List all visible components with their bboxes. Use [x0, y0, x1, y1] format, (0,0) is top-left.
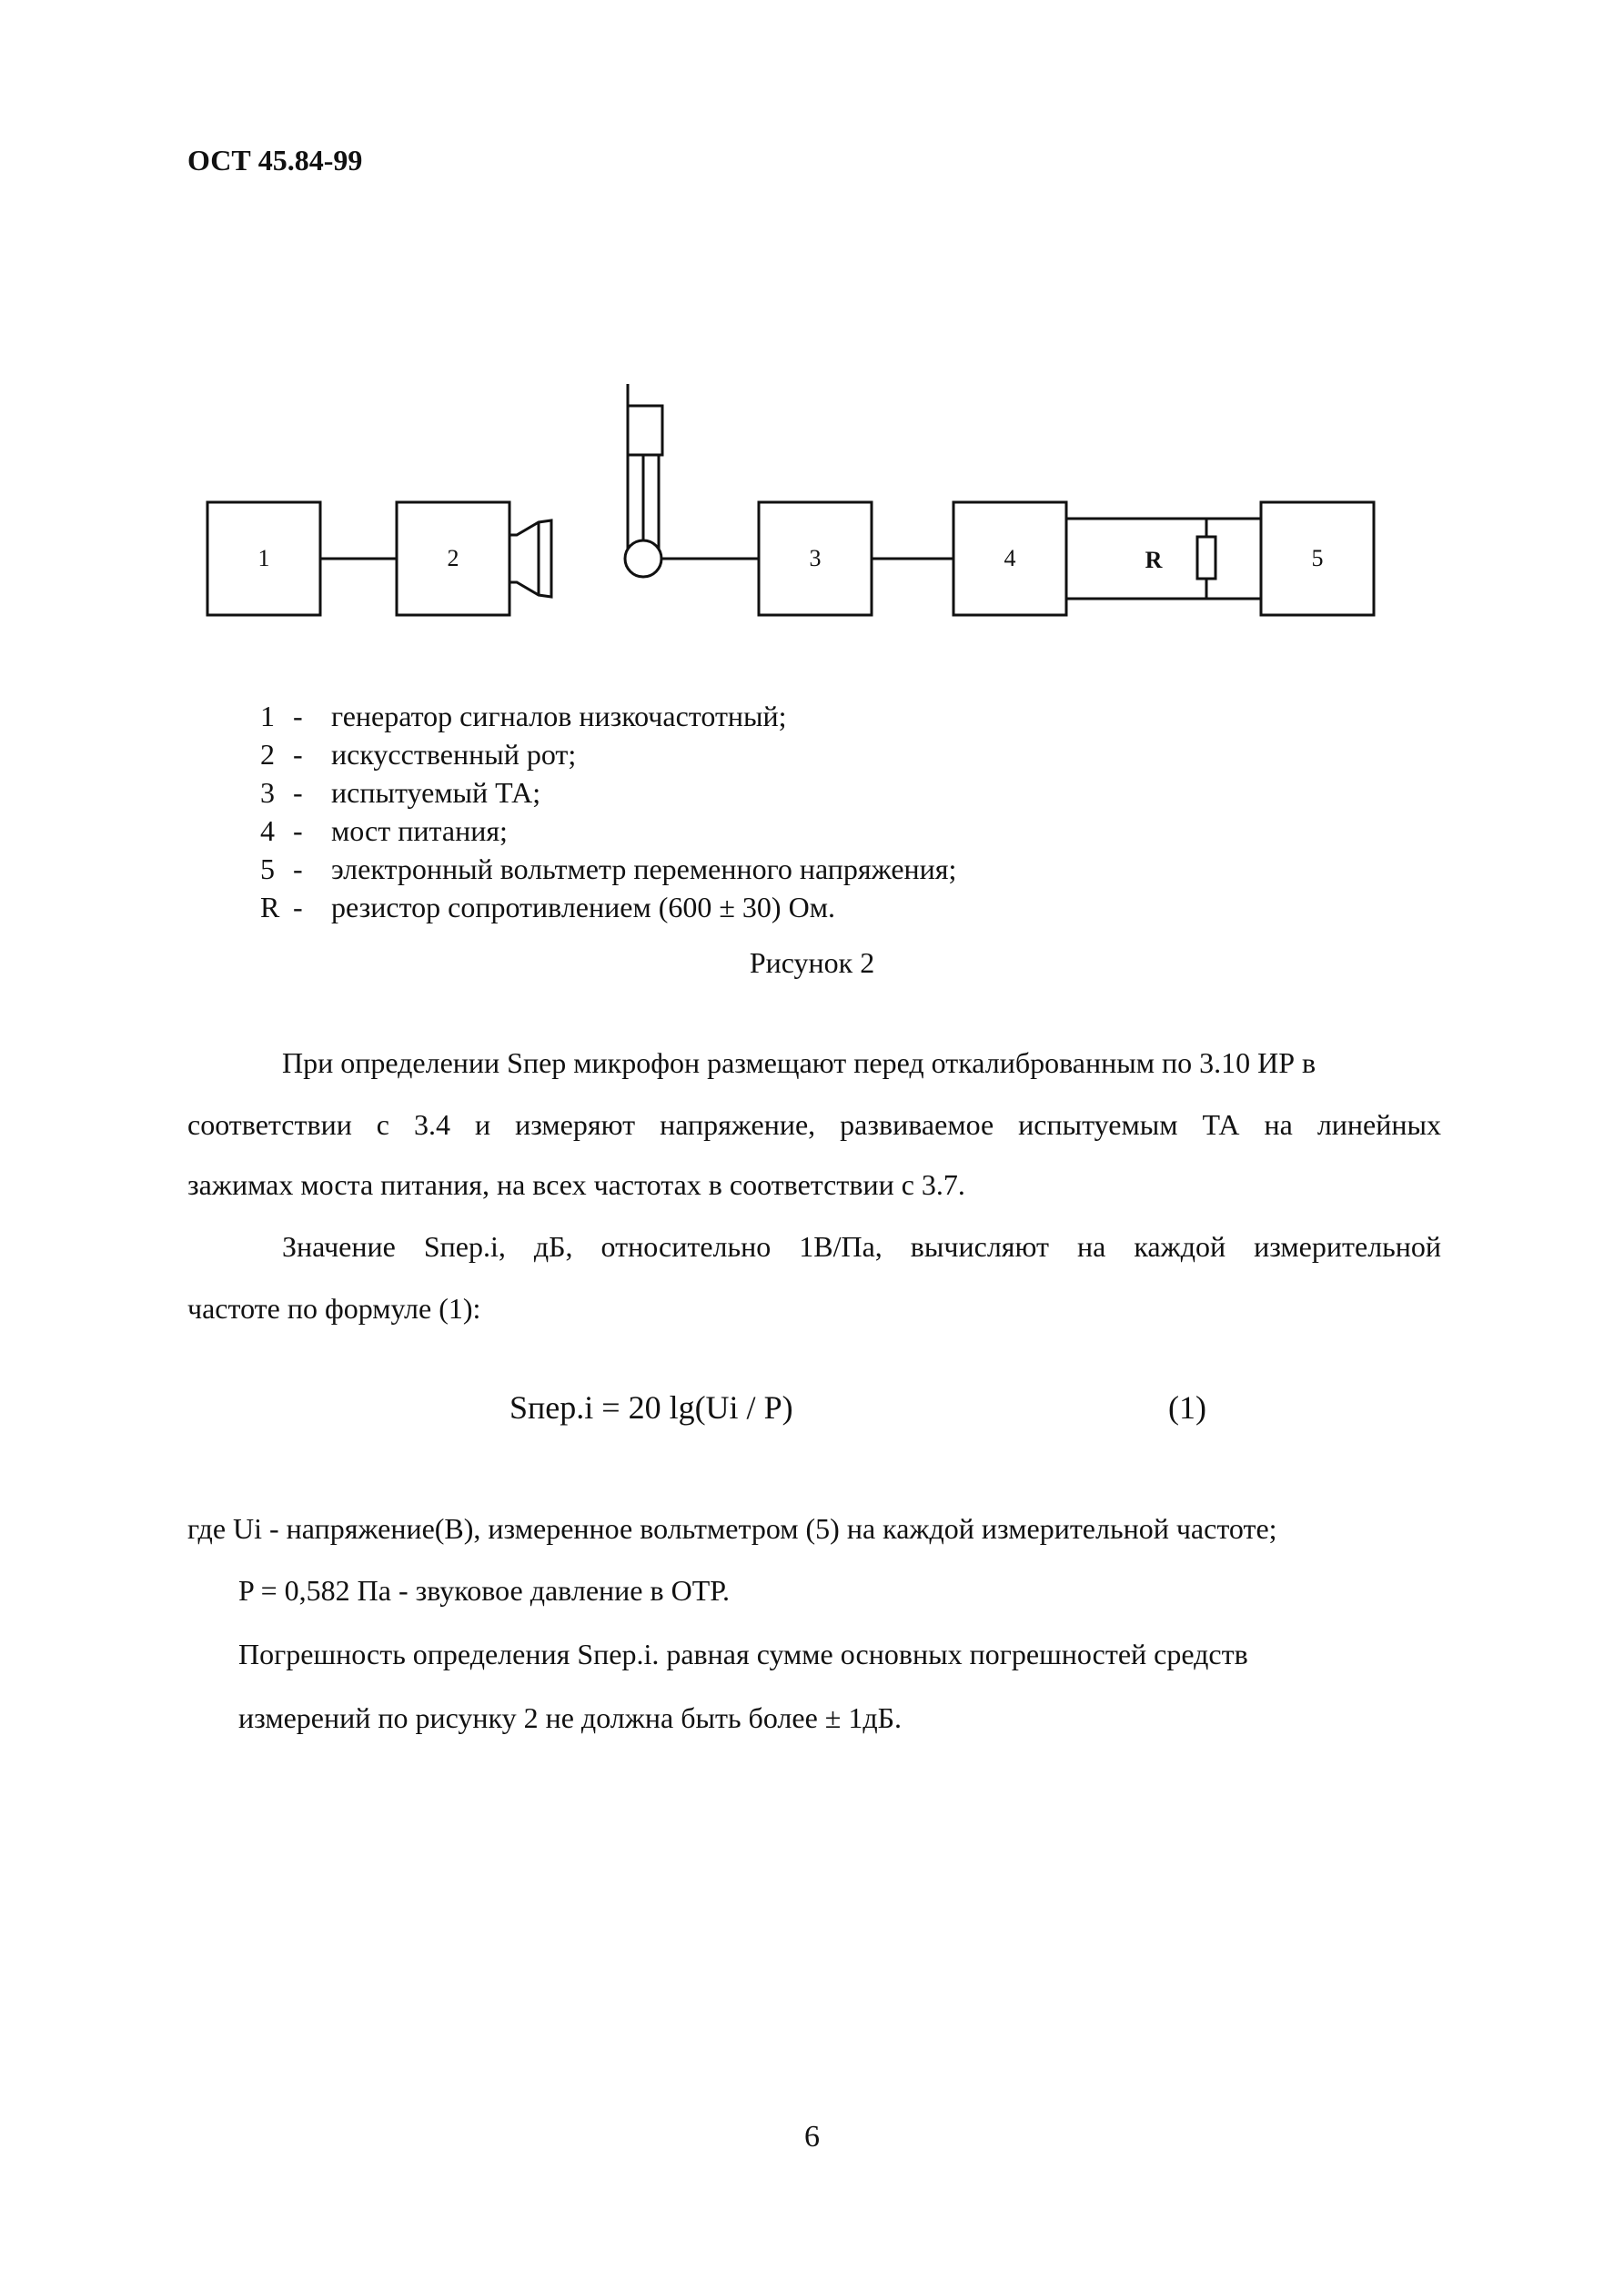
paragraph-2-line-2: частоте по формуле (1):	[187, 1292, 481, 1325]
paragraph-1-line-1: При определении Sпер микрофон размещают перед откалиброванным по 3.10 ИР в	[282, 1046, 1316, 1079]
legend-item: 2 - искусственный рот;	[260, 738, 577, 771]
block-1-label: 1	[257, 545, 270, 571]
resistor-label: R	[1145, 547, 1163, 573]
microphone-holder	[628, 406, 662, 455]
legend-item: 4 - мост питания;	[260, 814, 508, 847]
error-line-2: измерений по рисунку 2 не должна быть более ± 1дБ.	[238, 1701, 902, 1734]
block-3-label: 3	[809, 545, 822, 571]
legend-item: R - резистор сопротивлением (600 ± 30) Ом.	[260, 891, 835, 923]
formula-number: (1)	[1168, 1389, 1206, 1426]
legend-item: 1 - генератор сигналов низкочастотный;	[260, 700, 787, 732]
block-2-label: 2	[447, 545, 459, 571]
document-id: ОСТ 45.84-99	[187, 144, 363, 177]
legend-item: 3 - испытуемый ТА;	[260, 776, 541, 809]
where-ui-line: где Ui - напряжение(В), измеренное вольтметром (5) на каждой измерительной частоте;	[187, 1512, 1277, 1545]
page-number: 6	[804, 2120, 820, 2154]
pressure-line: P = 0,582 Па - звуковое давление в ОТР.	[238, 1574, 731, 1607]
figure-legend	[260, 697, 956, 926]
paragraph-1-line-2: соответствии с 3.4 и измеряют напряжение, развиваемое испытуемым ТА на линейных	[187, 1108, 1441, 1141]
paragraph-2-line-1: Значение Sпер.i, дБ, относительно 1В/Па, вычисляют на каждой измерительной	[282, 1230, 1441, 1263]
formula: Sпер.i = 20 lg(Ui / P)	[509, 1389, 793, 1426]
block-5-label: 5	[1311, 545, 1324, 571]
resistor-r	[1197, 537, 1215, 579]
measurement-circuit-diagram	[0, 0, 1624, 691]
error-line-1: Погрешность определения Sпер.i. равная сумме основных погрешностей средств	[238, 1638, 1248, 1670]
microphone-icon	[625, 540, 661, 577]
paragraph-1-line-3: зажимах моста питания, на всех частотах в соответствии с 3.7.	[187, 1168, 965, 1201]
figure-caption: Рисунок 2	[749, 946, 875, 979]
speaker-icon	[509, 520, 551, 597]
block-4-label: 4	[1004, 545, 1016, 571]
legend-item: 5 - электронный вольтметр переменного напряжения;	[260, 853, 957, 885]
